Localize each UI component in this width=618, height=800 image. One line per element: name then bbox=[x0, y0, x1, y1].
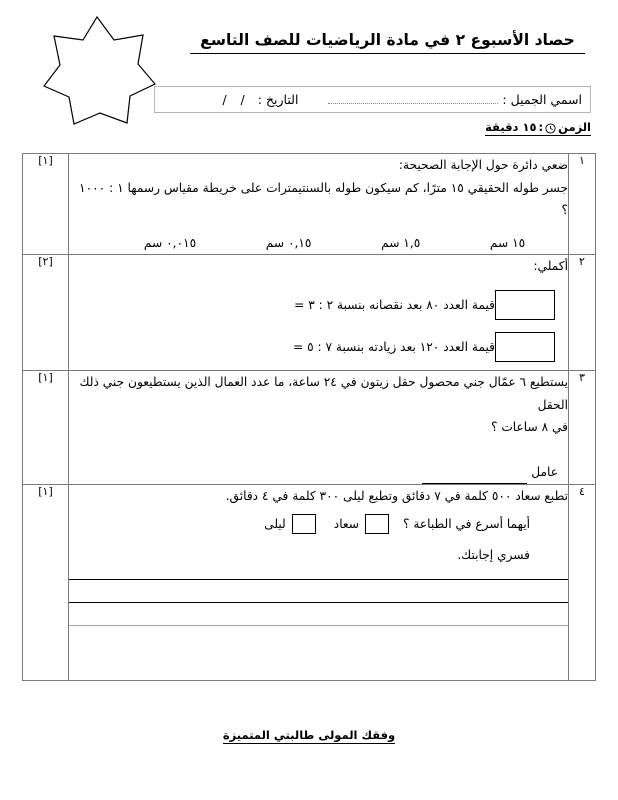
question-marks: [٢] bbox=[23, 255, 69, 371]
question-body-4 bbox=[69, 484, 569, 680]
q3-answer-unit: عامل bbox=[531, 464, 558, 479]
time-value: ١٥ دقيقة bbox=[485, 120, 537, 134]
time-allowed bbox=[485, 120, 591, 136]
table-row bbox=[23, 255, 596, 371]
worksheet-header bbox=[0, 0, 618, 145]
question-number: ٤ bbox=[569, 484, 596, 680]
q4-checkbox-suad[interactable] bbox=[365, 514, 389, 534]
footer-text: وفقك المولى طالبتي المتميزة bbox=[222, 728, 396, 742]
date-input[interactable]: / / bbox=[222, 92, 250, 107]
worksheet-footer bbox=[0, 728, 618, 742]
question-number: ٢ bbox=[569, 255, 596, 371]
q4-choice-row bbox=[69, 513, 568, 536]
question-number: ٣ bbox=[569, 371, 596, 484]
q1-prompt: ضعي دائرة حول الإجابة الصحيحة: bbox=[398, 158, 568, 172]
q2-fill-row-1 bbox=[69, 290, 568, 320]
answer-line-2[interactable] bbox=[69, 602, 568, 603]
questions-table bbox=[22, 153, 596, 681]
q2-statement-1: قيمة العدد ٨٠ بعد نقصانه بنسبة ٢ : ٣ = bbox=[294, 297, 495, 312]
page-title: حصاد الأسبوع ٢ في مادة الرياضيات للصف التاسع bbox=[190, 31, 585, 54]
table-row bbox=[23, 371, 596, 484]
q2-prompt: أكملي: bbox=[533, 259, 568, 274]
q4-explain-prompt: فسري إجابتك. bbox=[457, 547, 530, 562]
student-name-input[interactable] bbox=[328, 102, 498, 104]
q1-option-d[interactable]: ١٥ سم bbox=[489, 235, 526, 250]
answer-line-1[interactable] bbox=[69, 579, 568, 580]
q3-statement-line2: في ٨ ساعات ؟ bbox=[490, 420, 568, 435]
q1-option-b[interactable]: ٠,١٥ سم bbox=[265, 235, 312, 250]
q3-answer-row bbox=[69, 461, 568, 484]
q2-statement-2: قيمة العدد ١٢٠ بعد زيادته بنسبة ٧ : ٥ = bbox=[293, 339, 495, 354]
q4-answer-lines bbox=[69, 579, 568, 626]
time-label: الزمن bbox=[558, 120, 591, 134]
q4-choice-label-laila: ليلى bbox=[264, 517, 286, 532]
q4-checkbox-laila[interactable] bbox=[292, 514, 316, 534]
q4-choice-label-suad: سعاد bbox=[333, 517, 359, 532]
question-marks: [١] bbox=[23, 371, 69, 484]
q4-choice-question: أيهما أسرع في الطباعة ؟ bbox=[403, 517, 530, 532]
answer-line-3[interactable] bbox=[69, 625, 568, 626]
question-body-3 bbox=[69, 371, 569, 484]
q1-option-a[interactable]: ٠,٠١٥ سم bbox=[143, 235, 197, 250]
student-info-bar bbox=[154, 86, 591, 113]
q2-answer-box-1[interactable] bbox=[495, 290, 555, 320]
q4-statement: تطبع سعاد ٥٠٠ كلمة في ٧ دقائق وتطبع ليلى ٣٠٠ كلمة في ٤ دقائق. bbox=[225, 488, 568, 503]
q1-option-c[interactable]: ١,٥ سم bbox=[381, 235, 421, 250]
table-row bbox=[23, 154, 596, 255]
question-marks: [١] bbox=[23, 484, 69, 680]
time-separator: : bbox=[538, 120, 544, 134]
q3-answer-blank[interactable] bbox=[422, 471, 527, 484]
q2-fill-row-2 bbox=[69, 332, 568, 362]
question-body-2 bbox=[69, 255, 569, 371]
q2-answer-box-2[interactable] bbox=[495, 332, 555, 362]
q1-statement: جسر طوله الحقيقي ١٥ مترًا، كم سيكون طوله بالسنتيمترات على خريطة مقياس رسمها ١ : ١٠٠٠ ؟ bbox=[79, 180, 568, 218]
student-name-label: اسمي الجميل : bbox=[502, 92, 582, 107]
q3-statement-line1: يستطيع ٦ عمّال جني محصول حقل زيتون في ٢٤ ساعة، ما عدد العمال الذين يستطيعون جني ذلك الحقل bbox=[79, 375, 568, 412]
question-number: ١ bbox=[569, 154, 596, 255]
date-label: التاريخ : bbox=[257, 92, 299, 107]
question-body-1 bbox=[69, 154, 569, 255]
seven-point-star-icon bbox=[38, 14, 156, 126]
q1-options bbox=[69, 232, 568, 255]
question-marks: [١] bbox=[23, 154, 69, 255]
table-row bbox=[23, 484, 596, 680]
clock-icon bbox=[545, 123, 556, 134]
